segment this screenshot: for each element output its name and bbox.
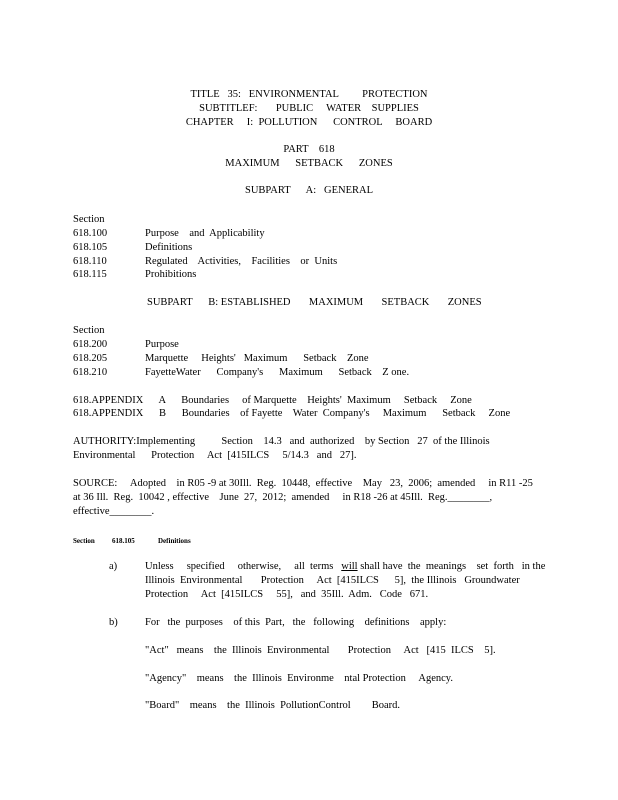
toc-a-num-2: 618.105 <box>73 242 108 253</box>
toc-a-title-2: Definitions <box>145 242 193 253</box>
authority-line-1: AUTHORITY:Implementing Section 14.3 and authorized by Section 27 of the Illinois <box>73 436 490 447</box>
source-line-2 <box>73 491 492 504</box>
source-line-3-end: . <box>151 506 155 517</box>
toc-a-num-1: 618.100 <box>73 228 108 239</box>
definition-act: "Act" means the Illinois Environmental Protection Act [415 ILCS 5]. <box>145 645 496 656</box>
toc-a-num-3: 618.110 <box>73 256 107 267</box>
part-name-line: MAXIMUM SETBACK ZONES <box>225 158 393 169</box>
chapter-line: CHAPTER I: POLLUTION CONTROL BOARD <box>185 117 433 128</box>
source-line-2-end: , <box>489 492 493 503</box>
title-line: TITLE 35: ENVIRONMENTAL PROTECTION <box>190 89 428 100</box>
source-line-3 <box>73 505 154 518</box>
toc-b-title-3: FayetteWater Company's Maximum Setback Z one. <box>145 367 410 378</box>
source-line-2-text: at 36 Ill. Reg. 10042 , effective June 27, 2012; amended in R18 -26 at 45Ill. Reg. <box>73 492 448 503</box>
para-a-marker: a) <box>109 561 118 572</box>
toc-a-title-3: Regulated Activities, Facilities or Units <box>145 256 338 267</box>
source-line-3-text: effective <box>73 506 110 517</box>
appendix-b: 618.APPENDIX B Boundaries of Fayette Water Company's Maximum Setback Zone <box>73 408 511 419</box>
source-blank-reg: ________ <box>447 492 490 503</box>
subpart-a-heading: SUBPART A: GENERAL <box>244 185 374 196</box>
section-heading-label: Section <box>73 537 95 545</box>
authority-line-2: Environmental Protection Act [415ILCS 5/14.3 and 27]. <box>73 450 357 461</box>
subtitle-line: SUBTITLEF: PUBLIC WATER SUPPLIES <box>199 103 419 114</box>
subpart-b-heading: SUBPART B: ESTABLISHED MAXIMUM SETBACK ZONES <box>147 297 482 308</box>
para-a-line-1 <box>145 560 545 573</box>
toc-b-num-2: 618.205 <box>73 353 108 364</box>
toc-b-title-2: Marquette Heights' Maximum Setback Zone <box>145 353 369 364</box>
section-heading-num: 618.105 <box>112 537 135 545</box>
appendix-a: 618.APPENDIX A Boundaries of Marquette Heights' Maximum Setback Zone <box>73 395 472 406</box>
para-b-marker: b) <box>109 617 118 628</box>
toc-b-section-label: Section <box>73 325 105 336</box>
source-line-1: SOURCE: Adopted in R05 -9 at 30Ill. Reg. 10448, effective May 23, 2006; amended in R11 -25 <box>73 478 533 489</box>
para-b-intro: For the purposes of this Part, the following definitions apply: <box>145 617 447 628</box>
para-a-line-3: Protection Act [415ILCS 55], and 35Ill. Adm. Code 671. <box>145 589 429 600</box>
part-line: PART 618 <box>283 144 335 155</box>
inserted-text: will <box>341 561 358 572</box>
toc-a-title-4: Prohibitions <box>145 269 197 280</box>
section-heading-title: Definitions <box>158 537 191 545</box>
toc-a-title-1: Purpose and Applicability <box>145 228 265 239</box>
para-a-line-1-rest: shall have the meanings set forth in the <box>357 561 546 572</box>
toc-b-num-3: 618.210 <box>73 367 108 378</box>
toc-a-section-label: Section <box>73 214 105 225</box>
para-a-line-1-text: Unless specified otherwise, all terms <box>145 561 342 572</box>
definition-agency: "Agency" means the Illinois Environme ntal Protection Agency. <box>145 673 453 684</box>
toc-b-num-1: 618.200 <box>73 339 108 350</box>
toc-b-title-1: Purpose <box>145 339 179 350</box>
para-a-line-2: Illinois Environmental Protection Act [415ILCS 5], the Illinois Groundwater <box>145 575 520 586</box>
source-blank-effective: ________ <box>109 506 152 517</box>
toc-a-num-4: 618.115 <box>73 269 107 280</box>
definition-board: "Board" means the Illinois PollutionControl Board. <box>145 700 401 711</box>
